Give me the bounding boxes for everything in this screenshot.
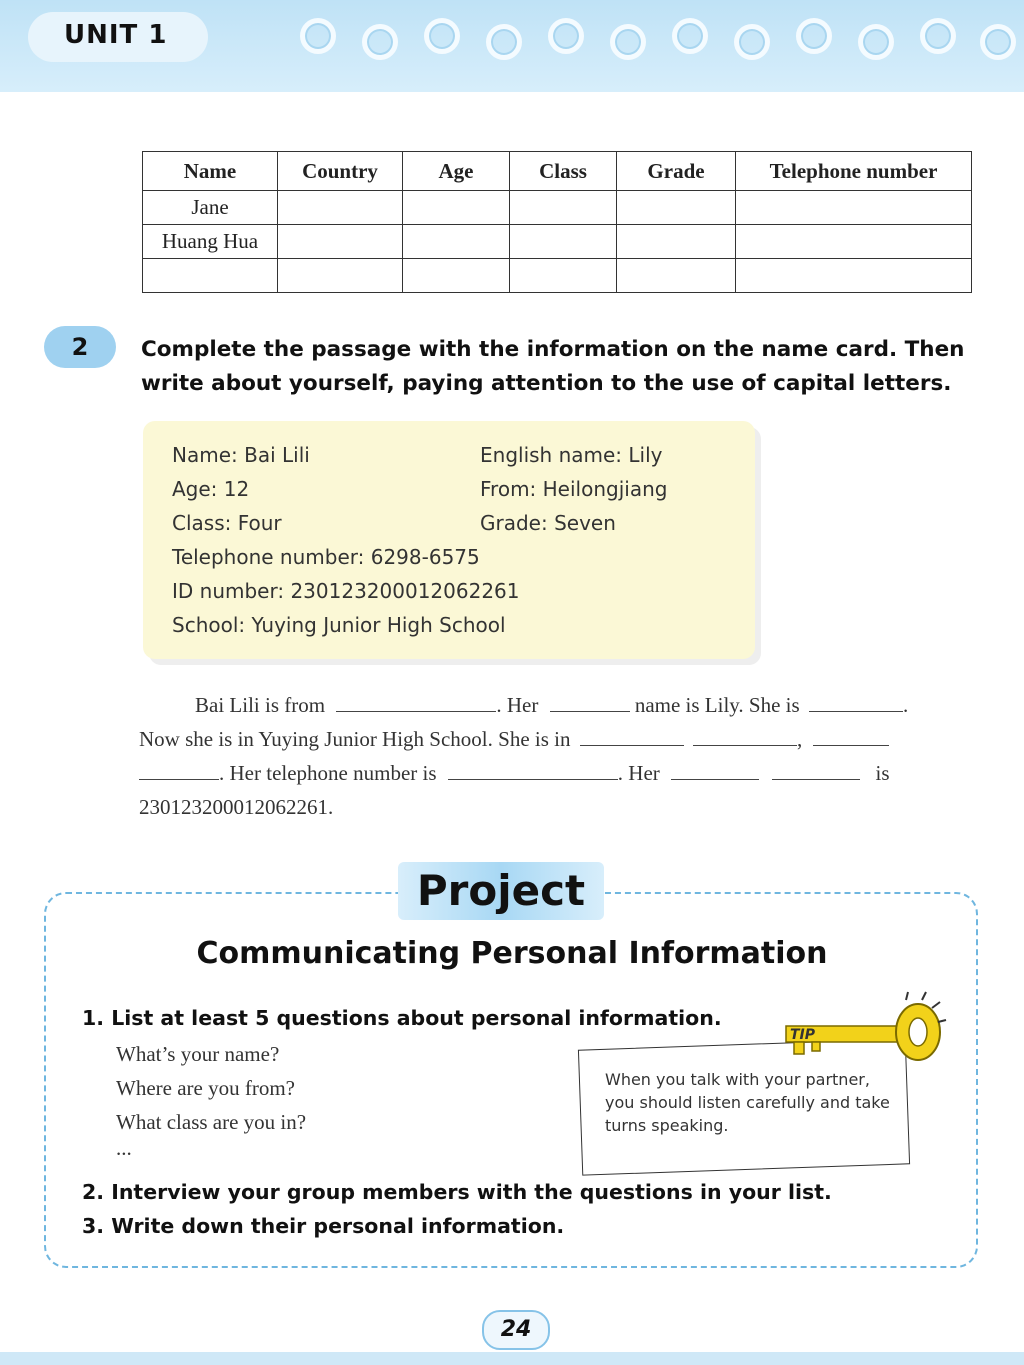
ring-icon — [796, 18, 832, 54]
exercise-instruction: Complete the passage with the information on the name card. Then write about yourself, paying attention to the use of capital letters. — [141, 337, 965, 396]
column-header: Country — [278, 152, 403, 191]
project-step-1: 1. List at least 5 questions about personal information. — [82, 1006, 722, 1030]
passage-text: . — [902, 693, 909, 717]
passage-text: , — [796, 727, 803, 751]
example-question: What class are you in? — [116, 1110, 307, 1134]
table-cell[interactable]: Jane — [143, 191, 278, 225]
ring-icon — [362, 24, 398, 60]
table-cell[interactable] — [403, 259, 510, 293]
ring-icon — [858, 24, 894, 60]
personal-info-table — [142, 151, 972, 293]
project-step-2: 2. Interview your group members with the questions in your list. — [82, 1180, 832, 1204]
ring-icon — [486, 24, 522, 60]
ring-icon — [424, 18, 460, 54]
answer-blank[interactable] — [550, 689, 630, 712]
answer-blank[interactable] — [772, 757, 860, 780]
card-id: ID number: 230123200012062261 — [172, 579, 520, 603]
unit-label: UNIT 1 — [64, 20, 168, 50]
table-cell[interactable] — [143, 259, 278, 293]
ring-icon — [672, 18, 708, 54]
table-cell[interactable] — [736, 225, 972, 259]
table-cell[interactable] — [510, 191, 617, 225]
table-row — [143, 225, 972, 259]
table-cell[interactable] — [278, 191, 403, 225]
column-header: Age — [403, 152, 510, 191]
passage-text: . Her — [496, 693, 539, 717]
ring-icon — [920, 18, 956, 54]
answer-blank[interactable] — [139, 757, 219, 780]
header-banner — [0, 0, 1024, 92]
column-header: Name — [143, 152, 278, 191]
ring-icon — [734, 24, 770, 60]
fill-in-passage — [139, 688, 979, 824]
table-cell[interactable] — [403, 191, 510, 225]
passage-text: 230123200012062261. — [139, 795, 334, 819]
decorative-rings — [290, 14, 1024, 64]
table-cell[interactable] — [510, 225, 617, 259]
ring-icon — [300, 18, 336, 54]
card-grade: Grade: Seven — [480, 511, 616, 535]
passage-line — [139, 756, 979, 790]
passage-text: . Her — [617, 761, 660, 785]
exercise-number-badge: 2 — [44, 326, 116, 368]
project-step-3: 3. Write down their personal information. — [82, 1214, 565, 1238]
example-question: What’s your name? — [116, 1042, 280, 1066]
passage-text: is — [875, 761, 890, 785]
ring-icon — [980, 24, 1016, 60]
table-cell[interactable] — [617, 259, 736, 293]
footer-bar — [0, 1352, 1024, 1365]
name-card — [143, 421, 755, 659]
answer-blank[interactable] — [813, 723, 889, 746]
table-cell[interactable] — [736, 259, 972, 293]
table-row — [143, 191, 972, 225]
ring-icon — [610, 24, 646, 60]
table-cell[interactable] — [278, 225, 403, 259]
table-cell[interactable] — [278, 259, 403, 293]
passage-line — [139, 790, 979, 824]
table-cell[interactable] — [617, 191, 736, 225]
card-english-name: English name: Lily — [480, 443, 663, 467]
column-header: Class — [510, 152, 617, 191]
tip-label: TIP — [790, 1027, 816, 1043]
passage-text: Bai Lili is from — [195, 693, 326, 717]
table-cell[interactable] — [736, 191, 972, 225]
answer-blank[interactable] — [693, 723, 797, 746]
table-cell[interactable] — [617, 225, 736, 259]
table-cell[interactable] — [510, 259, 617, 293]
passage-text: Now she is in Yuying Junior High School. She is in — [139, 727, 571, 751]
table-row — [143, 259, 972, 293]
example-question: Where are you from? — [116, 1076, 295, 1100]
answer-blank[interactable] — [671, 757, 759, 780]
column-header: Grade — [617, 152, 736, 191]
passage-text: . Her telephone number is — [219, 761, 437, 785]
passage-line — [139, 688, 979, 722]
card-name: Name: Bai Lili — [172, 443, 310, 467]
card-class: Class: Four — [172, 511, 282, 535]
passage-line — [139, 722, 979, 756]
answer-blank[interactable] — [580, 723, 684, 746]
project-subtitle: Communicating Personal Information — [196, 936, 828, 971]
table-cell[interactable]: Huang Hua — [143, 225, 278, 259]
answer-blank[interactable] — [809, 689, 903, 712]
project-title: Project — [398, 862, 604, 920]
card-school: School: Yuying Junior High School — [172, 613, 506, 637]
table-header-row — [143, 152, 972, 191]
ring-icon — [548, 18, 584, 54]
passage-text: name is Lily. She is — [634, 693, 800, 717]
example-question: ... — [116, 1136, 132, 1160]
key-icon — [780, 988, 950, 1068]
table-cell[interactable] — [403, 225, 510, 259]
page-number: 24 — [482, 1310, 550, 1350]
column-header: Telephone number — [736, 152, 972, 191]
answer-blank[interactable] — [336, 689, 496, 712]
tip-text: When you talk with your partner, you should listen carefully and take turns speaking. — [605, 1070, 890, 1135]
card-telephone: Telephone number: 6298-6575 — [172, 545, 480, 569]
card-age: Age: 12 — [172, 477, 250, 501]
answer-blank[interactable] — [448, 757, 618, 780]
card-from: From: Heilongjiang — [480, 477, 668, 501]
